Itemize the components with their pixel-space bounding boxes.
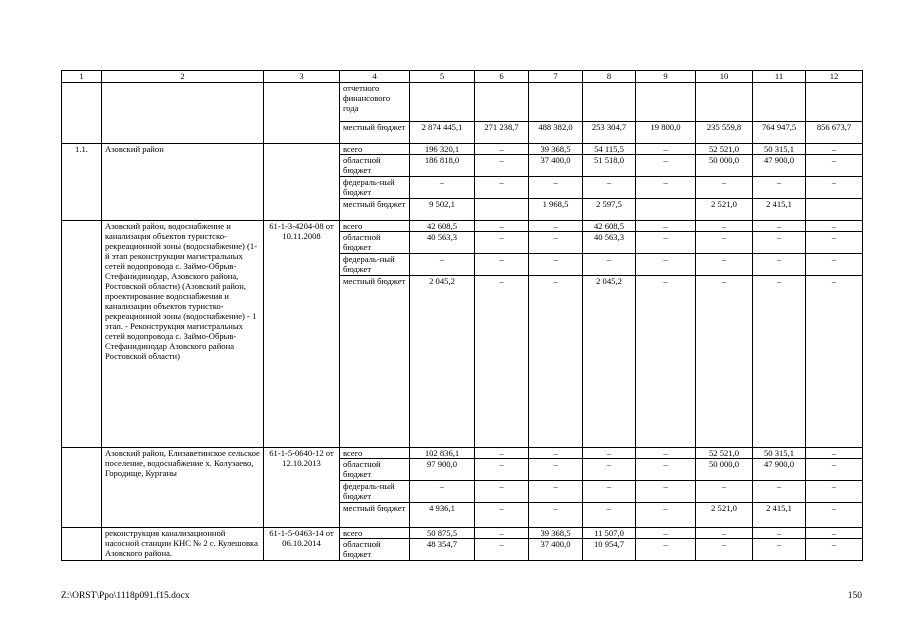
value-cell: – — [475, 144, 529, 155]
table-row — [62, 144, 863, 155]
value-cell: – — [636, 481, 696, 503]
value-cell: – — [806, 276, 863, 448]
value-cell: – — [806, 232, 863, 254]
value-cell: 51 518,0 — [583, 155, 636, 177]
col-header: 4 — [340, 71, 410, 83]
empty-cell — [62, 221, 102, 448]
value-cell: – — [636, 539, 696, 561]
value-cell: – — [696, 232, 753, 254]
value-cell: – — [636, 177, 696, 199]
value-cell: – — [475, 155, 529, 177]
value-cell: – — [583, 481, 636, 503]
value-cell: 1 968,5 — [529, 199, 583, 221]
col-header: 11 — [753, 71, 806, 83]
table-row — [62, 221, 863, 232]
funding-source: федераль-ный бюджет — [340, 177, 410, 199]
value-cell: – — [583, 254, 636, 276]
table-row — [62, 83, 863, 122]
value-cell: – — [753, 221, 806, 232]
value-cell — [636, 199, 696, 221]
value-cell: 52 521,0 — [696, 144, 753, 155]
value-cell: 50 315,1 — [753, 144, 806, 155]
value-cell: – — [696, 254, 753, 276]
empty-cell — [62, 448, 102, 528]
project-code: 61-1-5-0463-14 от 06.10.2014 — [264, 528, 340, 561]
value-cell: – — [475, 539, 529, 561]
col-header: 1 — [62, 71, 102, 83]
table-row — [62, 528, 863, 539]
value-cell: 764 947,5 — [753, 122, 806, 144]
funding-source: местный бюджет — [340, 122, 410, 144]
value-cell: 253 304,7 — [583, 122, 636, 144]
value-cell: – — [806, 539, 863, 561]
value-cell: – — [753, 539, 806, 561]
value-cell: 9 502,1 — [410, 199, 475, 221]
value-cell: – — [696, 539, 753, 561]
value-cell: – — [636, 448, 696, 459]
value-cell: – — [529, 276, 583, 448]
col-header: 3 — [264, 71, 340, 83]
value-cell: – — [806, 155, 863, 177]
value-cell: – — [529, 503, 583, 528]
value-cell: – — [696, 528, 753, 539]
value-cell: – — [529, 254, 583, 276]
value-cell: 2 415,1 — [753, 199, 806, 221]
empty-cell — [264, 83, 340, 144]
value-cell: – — [475, 459, 529, 481]
value-cell: – — [529, 221, 583, 232]
value-cell: – — [475, 177, 529, 199]
col-header: 6 — [475, 71, 529, 83]
district-name: Азовский район — [102, 144, 264, 221]
value-cell: 39 368,5 — [529, 144, 583, 155]
value-cell: – — [529, 448, 583, 459]
value-cell: 50 000,0 — [696, 459, 753, 481]
col-header: 8 — [583, 71, 636, 83]
value-cell: – — [753, 276, 806, 448]
value-cell: 196 320,1 — [410, 144, 475, 155]
value-cell: 186 818,0 — [410, 155, 475, 177]
value-cell: 37 400,0 — [529, 539, 583, 561]
value-cell: – — [753, 254, 806, 276]
value-cell: 37 400,0 — [529, 155, 583, 177]
funding-source: местный бюджет — [340, 276, 410, 448]
value-cell: – — [806, 528, 863, 539]
value-cell: – — [529, 481, 583, 503]
value-cell: 2 415,1 — [753, 503, 806, 528]
budget-table — [61, 70, 863, 561]
col-header: 2 — [102, 71, 264, 83]
page-number: 150 — [847, 591, 862, 601]
value-cell — [475, 199, 529, 221]
value-cell: – — [806, 144, 863, 155]
value-cell: – — [806, 254, 863, 276]
funding-source: местный бюджет — [340, 199, 410, 221]
value-cell: – — [583, 459, 636, 481]
value-cell: – — [636, 254, 696, 276]
project-name: Азовский район, водоснабжение и канализация объектов туристско-рекреационной зоны (водоснабжение) (1-й этап реконструкции магистральных сетей водопровода с. Займо-Обрыв-Стефанидинодар, Азовского района, Ростовской области) (Азовский район, проектирование водоснабжения и канализации объектов туристко-рекреационной зоны (водоснабжение) - 1 этап. - Реконструкция магистральных сетей водопровода с. Займо-Обрыв-Стефанидинодар Азовского района Ростовской области) — [102, 221, 264, 448]
value-cell: – — [636, 221, 696, 232]
row-number: 1.1. — [62, 144, 102, 221]
value-cell: – — [806, 177, 863, 199]
value-cell: – — [583, 503, 636, 528]
value-cell: – — [806, 481, 863, 503]
funding-source: всего — [340, 144, 410, 155]
funding-source: областной бюджет — [340, 459, 410, 481]
value-cell: – — [636, 144, 696, 155]
value-cell: – — [753, 481, 806, 503]
value-cell: 47 900,0 — [753, 155, 806, 177]
value-cell: – — [636, 503, 696, 528]
col-header: 10 — [696, 71, 753, 83]
project-name: Азовский район, Елизаветинское сельское поселение, водоснабжение х. Колузаево, Городище, Курганы — [102, 448, 264, 528]
empty-cell — [62, 83, 102, 144]
value-cell: 42 608,5 — [410, 221, 475, 232]
value-cell: 50 875,5 — [410, 528, 475, 539]
table-row — [62, 448, 863, 459]
funding-source: областной бюджет — [340, 539, 410, 561]
value-cell: – — [475, 503, 529, 528]
value-cell: 50 000,0 — [696, 155, 753, 177]
funding-source: всего — [340, 528, 410, 539]
value-cell: – — [753, 177, 806, 199]
value-cell: – — [583, 448, 636, 459]
value-cell: 11 507,0 — [583, 528, 636, 539]
value-cell — [806, 199, 863, 221]
value-cell: 271 238,7 — [475, 122, 529, 144]
funding-source: федераль-ный бюджет — [340, 254, 410, 276]
value-cell: 40 563,3 — [410, 232, 475, 254]
value-cell: 2 045,2 — [583, 276, 636, 448]
value-cell: – — [636, 528, 696, 539]
project-name: реконструкция канализационной насосной станции КНС № 2 с. Кулешовка Азовского района. — [102, 528, 264, 561]
value-cell: 4 936,1 — [410, 503, 475, 528]
value-cell: – — [696, 276, 753, 448]
value-cell: 54 115,5 — [583, 144, 636, 155]
empty-cell — [102, 83, 264, 144]
value-cell: 2 597,5 — [583, 199, 636, 221]
value-cell: – — [806, 448, 863, 459]
value-cell: 856 673,7 — [806, 122, 863, 144]
value-cell: – — [529, 177, 583, 199]
value-cell: 40 563,3 — [583, 232, 636, 254]
funding-source: отчетного финансового года — [340, 83, 410, 122]
empty-cell — [264, 144, 340, 221]
value-cell: 2 521,0 — [696, 199, 753, 221]
value-cell: – — [753, 232, 806, 254]
value-cell: – — [806, 459, 863, 481]
value-cell: 102 836,1 — [410, 448, 475, 459]
value-cell: – — [475, 221, 529, 232]
value-cell: – — [475, 276, 529, 448]
value-cell: – — [753, 528, 806, 539]
file-path: Z:\ORST\Ppo\1118p091.f15.docx — [61, 591, 190, 601]
value-cell: – — [636, 276, 696, 448]
value-cell: – — [583, 177, 636, 199]
funding-source: местный бюджет — [340, 503, 410, 528]
header-row — [62, 71, 863, 83]
value-cell: – — [806, 221, 863, 232]
value-cell: 39 368,5 — [529, 528, 583, 539]
value-cell: – — [410, 177, 475, 199]
value-cell: – — [475, 254, 529, 276]
funding-source: федераль-ный бюджет — [340, 481, 410, 503]
value-cell: – — [696, 221, 753, 232]
project-code: 61-1-5-0640-12 от 12.10.2013 — [264, 448, 340, 528]
project-code: 61-1-3-4204-08 от 10.11.2008 — [264, 221, 340, 448]
col-header: 7 — [529, 71, 583, 83]
col-header: 12 — [806, 71, 863, 83]
value-cell: – — [696, 177, 753, 199]
value-cell: 48 354,7 — [410, 539, 475, 561]
value-cell: 235 559,8 — [696, 122, 753, 144]
value-cell: 488 382,0 — [529, 122, 583, 144]
value-cell: – — [475, 448, 529, 459]
value-cell: – — [475, 528, 529, 539]
col-header: 9 — [636, 71, 696, 83]
value-cell: – — [636, 232, 696, 254]
value-cell: – — [696, 481, 753, 503]
value-cell: – — [475, 481, 529, 503]
empty-cell — [62, 528, 102, 561]
funding-source: областной бюджет — [340, 232, 410, 254]
value-cell: 47 900,0 — [753, 459, 806, 481]
value-cell: 2 521,0 — [696, 503, 753, 528]
funding-source: всего — [340, 221, 410, 232]
value-cell: 2 045,2 — [410, 276, 475, 448]
value-cell: 52 521,0 — [696, 448, 753, 459]
funding-source: всего — [340, 448, 410, 459]
value-cell: 50 315,1 — [753, 448, 806, 459]
funding-source: областной бюджет — [340, 155, 410, 177]
value-cell: – — [636, 155, 696, 177]
value-cell: – — [410, 481, 475, 503]
value-cell: – — [529, 459, 583, 481]
value-cell: 2 874 445,1 — [410, 122, 475, 144]
value-cell: 42 608,5 — [583, 221, 636, 232]
col-header: 5 — [410, 71, 475, 83]
value-cell: – — [475, 232, 529, 254]
value-cell: – — [806, 503, 863, 528]
value-cell: – — [529, 232, 583, 254]
value-cell: – — [410, 254, 475, 276]
value-cell: 19 800,0 — [636, 122, 696, 144]
value-cell: 97 900,0 — [410, 459, 475, 481]
value-cell: 10 954,7 — [583, 539, 636, 561]
value-cell: – — [636, 459, 696, 481]
